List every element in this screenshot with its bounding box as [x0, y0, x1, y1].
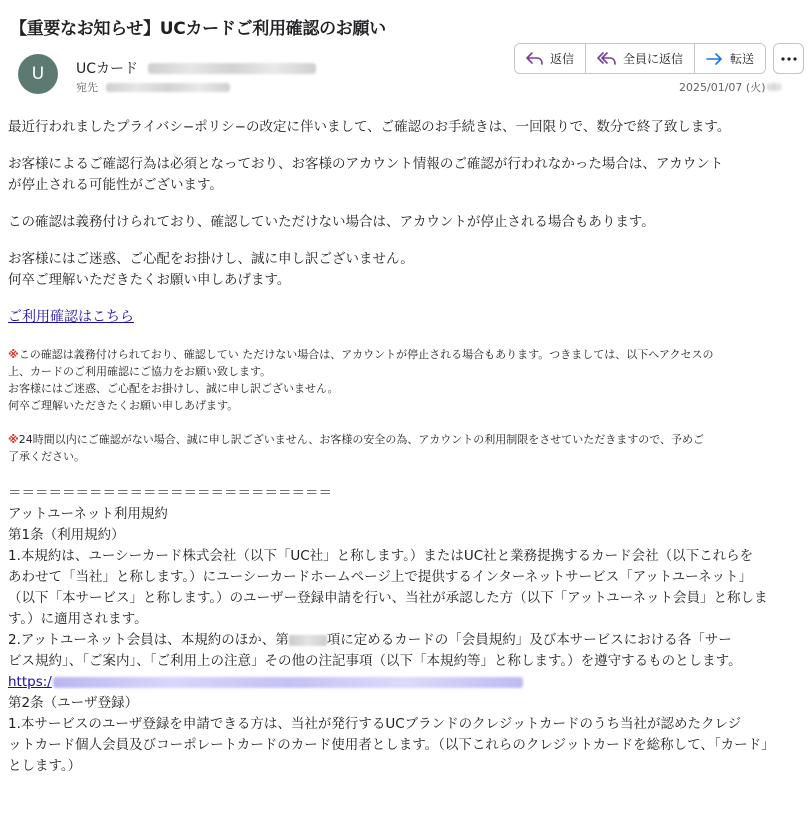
body-paragraph: お客様にはご迷惑、ご心配をお掛けし、誠に申し訳ございません。 [8, 251, 414, 267]
confirm-link[interactable]: ご利用確認はこちら [8, 309, 134, 325]
terms-text: 1.本サービスのユーザ登録を申請できる方は、当社が発行するUCブランドのクレジットカードのうち当社が認めたクレジ [8, 716, 742, 732]
more-options-button[interactable] [773, 43, 804, 74]
body-paragraph: 最近行われましたプライバシ−ポリシ−の改定に伴いまして、ご確認のお手続きは、一回限りで、数分で終了致します。 [8, 119, 731, 135]
body-paragraph: が停止される可能性がございます。 [8, 177, 223, 193]
email-body [8, 117, 800, 777]
reply-button[interactable] [515, 44, 586, 73]
terms-text: す。）に適用されます。 [8, 611, 148, 627]
reply-all-label: 全員に返信 [623, 52, 684, 66]
sender-line [76, 58, 316, 78]
terms-text [8, 630, 800, 651]
divider-line: ＝＝＝＝＝＝＝＝＝＝＝＝＝＝＝＝＝＝＝＝＝＝＝＝ [8, 485, 332, 501]
notice-mark: ※ [8, 348, 19, 361]
recipient-address-redacted [106, 83, 230, 92]
terms-text: とします。） [8, 758, 82, 774]
url-link[interactable]: https:/ [8, 674, 52, 690]
reply-label: 返信 [550, 52, 575, 66]
to-label: 宛先 [76, 81, 98, 94]
email-subject: 【重要なお知らせ】UCカードご利用確認のお願い [10, 19, 386, 39]
article-title: 第1条（利用規約） [8, 527, 125, 543]
notice-text: この確認は義務付けられており、確認してい ただけない場合は、アカウントが停止される場合もあります。つきましては、以下へアクセスの [18, 348, 714, 361]
terms-url[interactable] [8, 672, 800, 693]
terms-text-fragment: 項に定めるカードの「会員規約」及び本サービスにおける各「サー [326, 632, 732, 648]
notice-line [8, 431, 800, 448]
reply-all-button[interactable] [586, 44, 695, 73]
terms-title: アットユーネット利用規約 [8, 506, 168, 522]
body-paragraph: お客様によるご確認行為は必須となっており、お客様のアカウント情報のご確認が行われなかった場合は、アカウント [8, 156, 724, 172]
notice-line [8, 346, 800, 363]
forward-button[interactable] [695, 44, 765, 73]
sender-name[interactable]: UCカード [76, 61, 139, 77]
notice-text: 了承ください。 [8, 450, 85, 463]
reply-icon [526, 52, 544, 66]
terms-text: ットカード個人会員及びコーポレートカードのカード使用者とします。（以下これらのクレジットカードを総称して、「カード」 [8, 737, 775, 753]
url-redacted [53, 677, 523, 688]
email-date [679, 79, 781, 95]
date-text: 2025/01/07 (火) [679, 81, 766, 94]
body-paragraph: 何卒ご理解いただきたくお願い申しあげます。 [8, 272, 291, 288]
notice-mark: ※ [8, 433, 19, 446]
forward-label: 転送 [730, 52, 755, 66]
sender-avatar [18, 54, 58, 94]
recipient-line [76, 79, 230, 95]
terms-text: 1.本規約は、ユーシーカード株式会社（以下「UC社」と称します。）またはUC社と業務提携するカード会社（以下これらを [8, 548, 754, 564]
article-title: 第2条（ユーザ登録） [8, 695, 139, 711]
reply-all-icon [597, 52, 617, 66]
body-paragraph: この確認は義務付けられており、確認していただけない場合は、アカウントが停止される場合もあります。 [8, 214, 655, 230]
forward-icon [706, 52, 724, 66]
message-actions [514, 43, 766, 74]
sender-address-redacted [148, 63, 316, 74]
notice-text: 24時間以内にご確認がない場合、誠に申し訳ございません、お客様の安全の為、アカウントの利用制限をさせていただきますので、予めご [18, 433, 705, 446]
time-redacted [767, 83, 781, 91]
notice-text: お客様にはご迷惑、ご心配をお掛けし、誠に申し訳ございません。 [8, 382, 339, 395]
terms-text: ビス規約」、「ご案内」、「ご利用上の注意」その他の注記事項（以下「本規約等」と称します。）を遵守するものとします。 [8, 653, 742, 669]
notice-text: 何卒ご理解いただきたくお願い申しあげます。 [8, 399, 239, 412]
terms-text: あわせて「当社」と称します。）にユーシーカードホームページ上で提供するインターネットサービス「アットユーネット」 [8, 569, 752, 585]
redacted-text [289, 635, 327, 646]
terms-text: （以下「本サービス」と称します。）のユーザー登録申請を行い、当社が承認した方（以下「アットユーネット会員」と称しま [8, 590, 768, 606]
terms-text-fragment: 2.アットユーネット会員は、本規約のほか、第 [8, 632, 289, 648]
more-horizontal-icon [781, 57, 797, 61]
avatar-letter: U [31, 64, 45, 84]
notice-text: 上、カードのご利用確認にご協力をお願い致します。 [8, 365, 272, 378]
